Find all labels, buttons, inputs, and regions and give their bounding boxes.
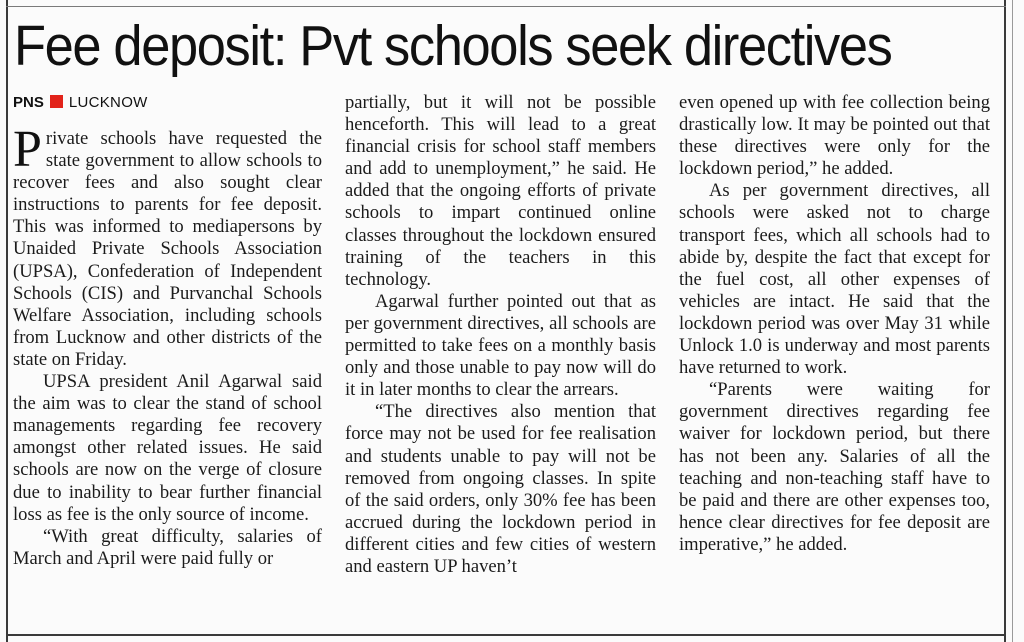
column-1: [13, 92, 322, 632]
column-2: [345, 92, 656, 632]
paragraph-4: Agarwal further pointed out that as per government directives, all schools are permitted to take fees on a monthly basis only and those unable to pay now will do it in later months to clear the arrears.: [345, 290, 656, 401]
right-edge-line: [1012, 0, 1013, 642]
paragraph-2: UPSA president Anil Agarwal said the aim was to clear the stand of school managements regarding fee recovery amongst other related issues. He said schools are now on the verge of closure due to inability to bear further financial loss as fee is the only source of income.: [13, 371, 322, 525]
paragraph-3-continued: partially, but it will not be possible henceforth. This will lead to a great financial crisis for school staff members and add to unemployment,” he said. He added that the ongoing efforts of private schools to impart continued online classes throughout the lockdown ensured training of the teachers in this technology.: [345, 92, 656, 290]
drop-cap: P: [13, 121, 42, 178]
paragraph-6: As per government directives, all schools were asked not to charge transport fees, which all schools had to abide by, despite the fact that except for the fuel cost, all other expenses of vehicles are intact. He said that the lockdown period was over May 31 while Unlock 1.0 is underway and most parents have returned to work.: [679, 180, 990, 379]
headline: Fee deposit: Pvt schools seek directives: [14, 14, 892, 78]
paragraph-1-text: rivate schools have requested the state government to allow schools to recover fees and also sought clear instructions to parents for fee deposit. This was informed to mediapersons by Unaided Private Schools Association (UPSA), Confederation of Independent Schools (CIS) and Purvanchal Schools Welfare Association, including schools from Lucknow and other districts of the state on Friday.: [13, 128, 322, 370]
paragraph-7: “Parents were waiting for government directives regarding fee waiver for lockdown period, but there has not been any. Salaries of all the teaching and non-teaching staff have to be paid and there are other expenses too, hence clear directives for fee deposit are imperative,” he added.: [679, 379, 990, 555]
paragraph-5-start: “The directives also mention that force may not be used for fee realisation and students unable to pay will not be removed from ongoing classes. In spite of the said orders, only 30% fee has been accrued during the lockdown period in different cities and few cities of western and eastern UP haven’t: [345, 401, 656, 577]
byline-red-square-icon: [50, 95, 63, 108]
byline-place: LUCKNOW: [68, 94, 148, 111]
right-border-rule: [1004, 0, 1006, 642]
paragraph-1: [13, 121, 322, 371]
paragraph-3-start: “With great difficulty, salaries of March and April were paid fully or: [13, 525, 322, 569]
paragraph-5-continued: even opened up with fee collection being drastically low. It may be pointed out that these directives were only for the lockdown period,” he added.: [679, 92, 990, 180]
left-border-rule: [6, 0, 8, 642]
column-3: [679, 92, 990, 632]
top-border-rule: [6, 6, 1006, 7]
byline: [13, 92, 322, 114]
byline-agency: PNS: [13, 94, 44, 111]
bottom-border-rule: [6, 634, 1006, 636]
